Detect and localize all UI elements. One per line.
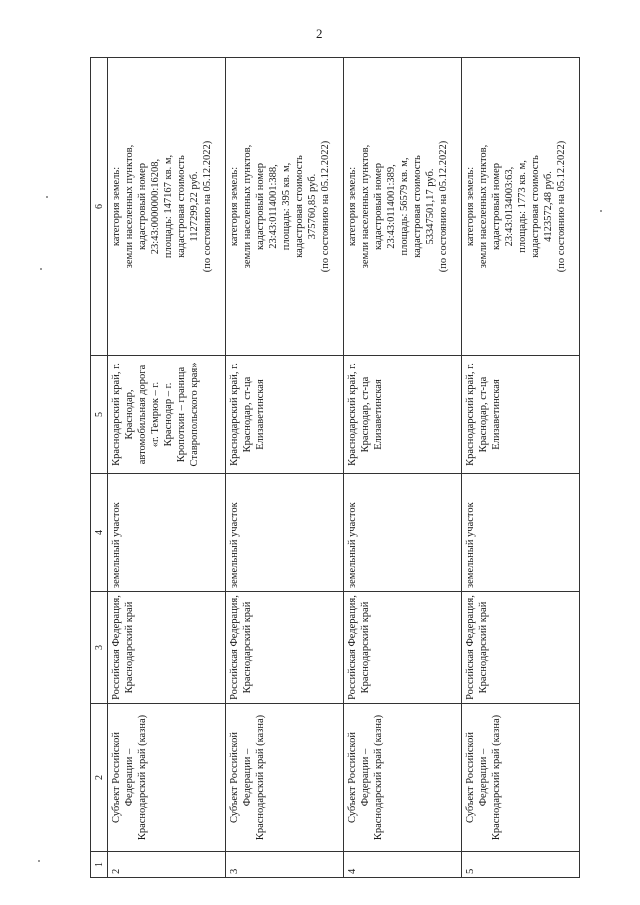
address-cell: Краснодарский край, г. Краснодар, автомобильная дорога «г. Темрюк – г. Краснодар – г. Кропоткин – граница Ставропольского края» xyxy=(108,356,226,474)
owner-cell: Субъект Российской Федерации – Краснодарский край (казна) xyxy=(226,704,344,852)
header-col-6: 6 xyxy=(91,58,108,356)
header-col-5: 5 xyxy=(91,356,108,474)
type-cell: земельный участок xyxy=(344,474,462,592)
row-number: 5 xyxy=(462,852,580,878)
scan-speck xyxy=(40,268,42,270)
location-cell: Российская Федерация, Краснодарский край xyxy=(344,592,462,704)
details-cell: категория земель: земли населенных пунктов, кадастровый номер 23:43:0134003:63, площадь: 1773 кв. м, кадастровая стоимость 4123572,48 руб. (по состоянию на 05.12.2022) xyxy=(462,58,580,356)
location-cell: Российская Федерация, Краснодарский край xyxy=(226,592,344,704)
table-row xyxy=(344,58,462,878)
table-row xyxy=(108,58,226,878)
location-cell: Российская Федерация, Краснодарский край xyxy=(462,592,580,704)
details-cell: категория земель: земли населенных пунктов, кадастровый номер 23:43:0000000:16208, площадь: 147167 кв. м, кадастровая стоимость 1127299,22 руб. (по состоянию на 05.12.2022) xyxy=(108,58,226,356)
address-cell: Краснодарский край, г. Краснодар, ст-ца Елизаветинская xyxy=(226,356,344,474)
row-number: 4 xyxy=(344,852,462,878)
property-table xyxy=(90,57,580,878)
type-cell: земельный участок xyxy=(108,474,226,592)
details-cell: категория земель: земли населенных пунктов, кадастровый номер 23:43:0114001:389, площадь: 56579 кв. м, кадастровая стоимость 53347501,17 руб. (по состоянию на 05.12.2022) xyxy=(344,58,462,356)
owner-cell: Субъект Российской Федерации – Краснодарский край (казна) xyxy=(344,704,462,852)
header-col-3: 3 xyxy=(91,592,108,704)
rotated-table-container xyxy=(90,58,580,878)
address-cell: Краснодарский край, г. Краснодар, ст-ца Елизаветинская xyxy=(344,356,462,474)
scan-speck xyxy=(600,210,602,212)
type-cell: земельный участок xyxy=(226,474,344,592)
header-col-1: 1 xyxy=(91,852,108,878)
owner-cell: Субъект Российской Федерации – Краснодарский край (казна) xyxy=(108,704,226,852)
address-cell: Краснодарский край, г. Краснодар, ст-ца Елизаветинская xyxy=(462,356,580,474)
table-row xyxy=(462,58,580,878)
scan-speck xyxy=(38,860,40,862)
row-number: 3 xyxy=(226,852,344,878)
table-row xyxy=(226,58,344,878)
page-number: 2 xyxy=(316,26,323,41)
owner-cell: Субъект Российской Федерации – Краснодарский край (казна) xyxy=(462,704,580,852)
header-col-4: 4 xyxy=(91,474,108,592)
header-col-2: 2 xyxy=(91,704,108,852)
details-cell: категория земель: земли населенных пунктов, кадастровый номер 23:43:0114001:388, площадь: 395 кв. м, кадастровая стоимость 375760,85 руб. (по состоянию на 05.12.2022) xyxy=(226,58,344,356)
type-cell: земельный участок xyxy=(462,474,580,592)
scan-speck xyxy=(46,196,48,198)
location-cell: Российская Федерация, Краснодарский край xyxy=(108,592,226,704)
table-header-row xyxy=(91,58,108,878)
row-number: 2 xyxy=(108,852,226,878)
